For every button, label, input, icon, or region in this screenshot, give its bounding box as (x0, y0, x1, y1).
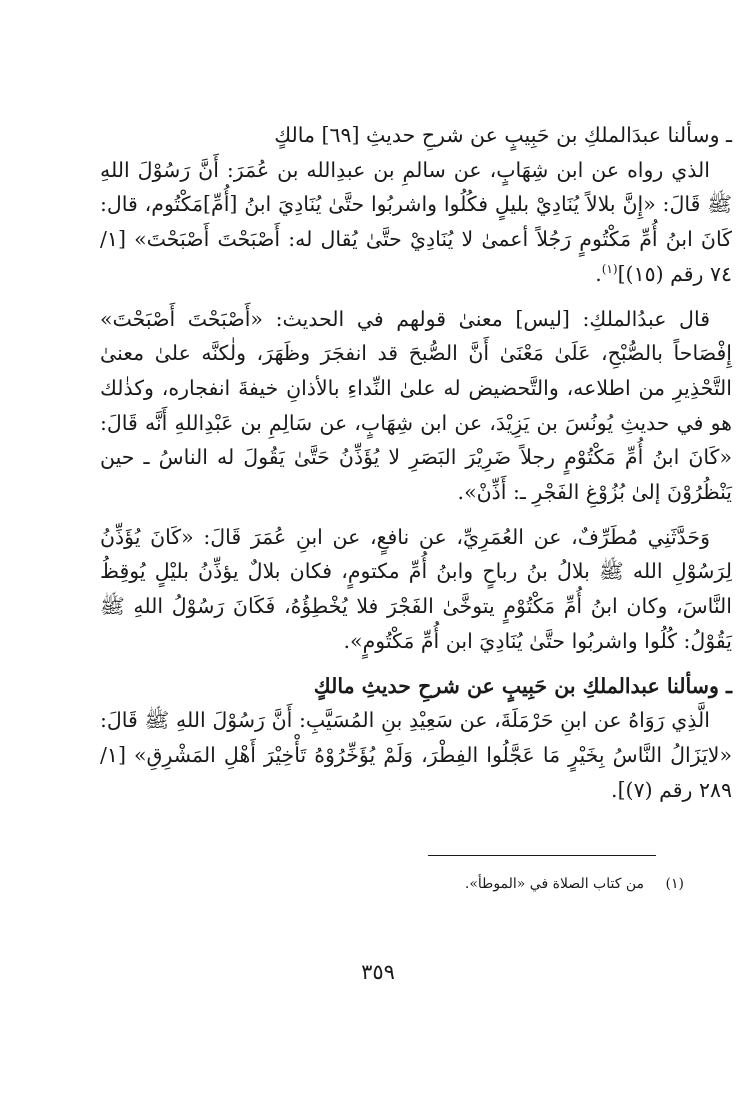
section-heading-text: ـ وسألنا عبدالملكِ بن حَبِيبٍ عن شرحِ حديثِ مالكٍ (313, 673, 732, 698)
paragraph-text: قال عبدُالملكِ: [ليس] معنىٰ قولهم في الحديث: «أَصْبَحْتَ أَصْبَحْتَ» إِفْصَاحاً بالصُّبْحِ، عَلَىٰ مَعْنَىٰ أَنَّ الصُّبحَ قد انفجَرَ وظَهَرَ، ولٰكنَّه علىٰ معنىٰ التَّحْذِيرِ من اطلاعه، والتَّحضيض له علىٰ النِّداءِ بالأذانِ خيفةَ انفجاره، وكذٰلك هو في حديثِ يُونُسَ بن يَزِيْدَ، عن ابن شِهَابٍ، عن سَالِمِ بن عَبْدِاللهِ أَنَّه قَالَ: «كَانَ ابنُ أُمِّ مَكْتُوْمٍ رجلاً ضَرِيْرَ البَصَرِ لا يُؤَذِّنُ حَتَّىٰ يَقُولَ له الناسُ ـ حين يَنْظُرُوْنَ إلىٰ بُزُوْغِ الفَجْرِ ـ: أَذِّنْ». (100, 306, 732, 505)
paragraph-text: الَّذِي رَوَاهُ عن ابنِ حَرْمَلَةَ، عن سَعِيْدِ بنِ المُسَيَّبِ: أَنَّ رَسُوْلَ اللهِ ﷺ قَالَ: «لايَزَالُ النَّاسُ بِخَيْرٍ مَا عَجَّلُوا الفِطْرَ، وَلَمْ يُؤَخِّرُوْهُ تَأْخِيْرَ أَهْلِ المَشْرِقِ» [١/ ٢٨٩ رقم (٧)]. (100, 708, 732, 802)
section-heading-1 (100, 118, 732, 153)
footnote-marker: (١) (601, 261, 618, 276)
section-heading-2 (100, 669, 732, 704)
paragraph-narration (100, 520, 732, 659)
paragraph-text: وَحَدَّثَنِي مُطَرِّفٌ، عن العُمَرِيِّ، عن نافعٍ، عن ابنِ عُمَرَ قَالَ: «كَانَ يُؤَذِّنُ لِرَسُوْلِ الله ﷺ بلالُ بنُ رباحٍ وابنُ أُمِّ مكتومٍ، فكان بلالٌ يؤذِّنُ بليْلٍ يُوقِظُ النَّاسَ، وكان ابنُ أُمِّ مَكْتُوْمٍ يتوخَّىٰ الفَجْرَ فلا يُخْطِؤُهُ، فَكَانَ رَسُوْلُ اللهِ ﷺ يَقُوْلُ: كُلُوا واشربُوا حتَّىٰ يُنَادِيَ ابن أُمِّ مَكْتُومٍ». (100, 524, 732, 653)
main-text (100, 118, 732, 807)
footnote-end: . (595, 261, 602, 286)
footnote (100, 873, 684, 895)
page-number: ٣٥٩ (361, 960, 395, 984)
paragraph-commentary (100, 302, 732, 510)
footnote-text: من كتاب الصلاة في «الموطأ». (464, 876, 644, 892)
paragraph-hadith-1 (100, 153, 732, 292)
section-heading-text: ـ وسألنا عبدَالملكِ بن حَبِيبٍ عن شرحِ حديثِ [٦٩] مالكٍ (274, 123, 732, 147)
paragraph-text: الذي رواه عن ابن شِهَابٍ، عن سالمِ بن عبدِالله بن عُمَرَ: أَنَّ رَسُوْلَ اللهِ ﷺ قَالَ: «إِنَّ بلالاً يُنَادِيْ بليلٍ فكُلُوا واشربُوا حتَّىٰ يُنَادِيَ ابنُ [أُمِّ]مَكْتُوم، قال: كَانَ ابنُ أُمِّ مَكْتُومٍ رَجُلاً أعمىٰ لا يُنَادِيْ حتَّىٰ يُقال له: أَصْبَحْتَ أَصْبَحْتَ» [١/ ٧٤ رقم (١٥)] (100, 157, 732, 286)
paragraph-hadith-2 (100, 703, 732, 807)
footnote-number: (١) (665, 876, 684, 892)
footnote-divider (428, 855, 656, 856)
